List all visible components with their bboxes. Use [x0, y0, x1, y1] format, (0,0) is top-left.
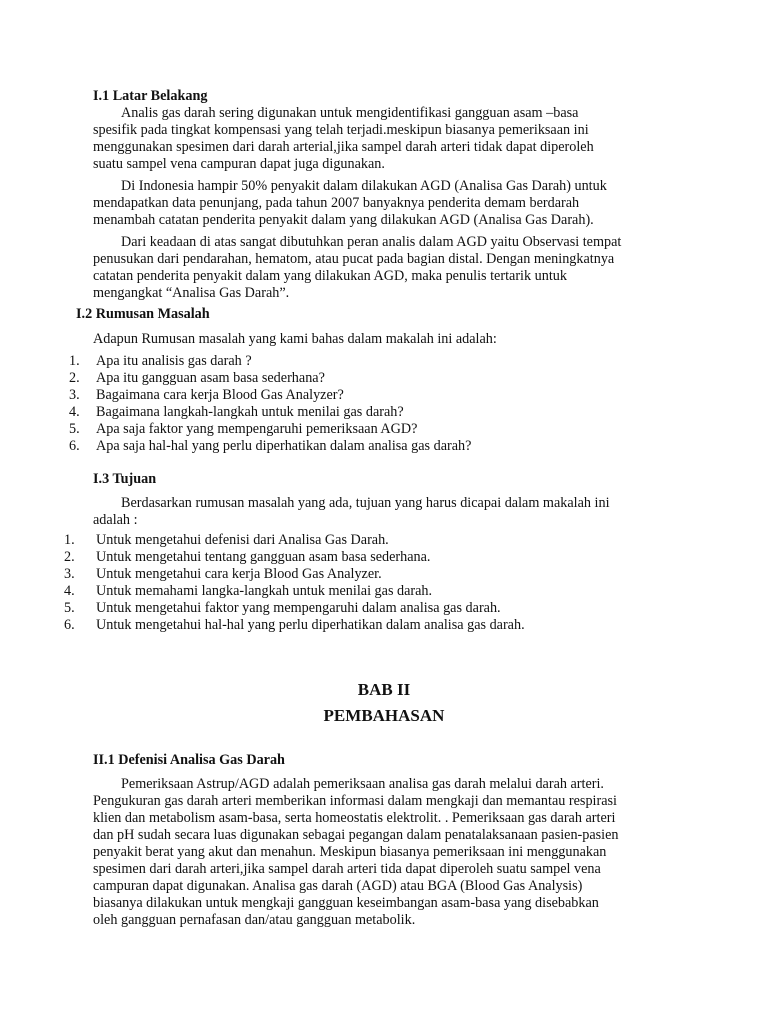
list-item-text: Apa saja faktor yang mempengaruhi pemeriksaan AGD? [96, 421, 418, 437]
text-line: Pengukuran gas darah arteri memberikan informasi dalam mengkaji dan memantau respirasi [93, 793, 617, 809]
list-number: 2. [64, 549, 75, 565]
text-line: menambah catatan penderita penyakit dalam yang dilakukan AGD (Analisa Gas Darah). [93, 212, 594, 228]
list-item-text: Untuk mengetahui cara kerja Blood Gas Analyzer. [96, 566, 382, 582]
list-number: 1. [69, 353, 80, 369]
text-line: penyakit berat yang akut dan menahun. Meskipun biasanya pemeriksaan ini menggunakan [93, 844, 607, 860]
list-item-text: Untuk memahami langka-langkah untuk menilai gas darah. [96, 583, 433, 599]
list-item-text: Untuk mengetahui tentang gangguan asam basa sederhana. [96, 549, 431, 565]
list-item [64, 600, 525, 617]
list-item-text: Bagaimana cara kerja Blood Gas Analyzer? [96, 387, 344, 403]
section-heading-rumusan-masalah: I.2 Rumusan Masalah [76, 306, 210, 322]
list-item [64, 532, 525, 549]
section-heading-tujuan: I.3 Tujuan [93, 471, 157, 487]
list-number: 5. [64, 600, 75, 616]
paragraph-tujuan-intro [93, 495, 610, 529]
list-item [64, 566, 525, 583]
text-line: Adapun Rumusan masalah yang kami bahas dalam makalah ini adalah: [93, 331, 497, 347]
section-heading-latar-belakang: I.1 Latar Belakang [93, 88, 208, 104]
paragraph-latar-belakang-3 [93, 234, 621, 302]
list-item-text: Untuk mengetahui hal-hal yang perlu diperhatikan dalam analisa gas darah. [96, 617, 525, 633]
text-line: oleh gangguan pernafasan dan/atau gangguan metabolik. [93, 912, 416, 928]
text-line: Berdasarkan rumusan masalah yang ada, tujuan yang harus dicapai dalam makalah ini [121, 495, 610, 511]
text-line: Analis gas darah sering digunakan untuk mengidentifikasi gangguan asam –basa [121, 105, 579, 121]
text-line: spesimen dari darah arteri,jika sampel darah arteri tida dapat diperoleh suatu sampel vena [93, 861, 601, 877]
list-item [64, 617, 525, 634]
paragraph-latar-belakang-2 [93, 178, 607, 229]
section-heading-defenisi: II.1 Defenisi Analisa Gas Darah [93, 752, 285, 768]
list-number: 3. [69, 387, 80, 403]
list-item [69, 387, 471, 404]
text-line: Di Indonesia hampir 50% penyakit dalam dilakukan AGD (Analisa Gas Darah) untuk [121, 178, 607, 194]
list-item [69, 404, 471, 421]
text-line: adalah : [93, 512, 138, 528]
text-line: spesifik pada tingkat kompensasi yang telah terjadi.meskipun biasanya pemeriksaan ini [93, 122, 589, 138]
list-item-text: Apa itu gangguan asam basa sederhana? [96, 370, 325, 386]
tujuan-list [64, 532, 525, 634]
list-number: 3. [64, 566, 75, 582]
list-item-text: Apa itu analisis gas darah ? [96, 353, 252, 369]
chapter-number: BAB II [357, 680, 411, 699]
list-number: 6. [69, 438, 80, 454]
list-item [69, 353, 471, 370]
text-line: mengangkat “Analisa Gas Darah”. [93, 285, 290, 301]
rumusan-masalah-list [69, 353, 471, 455]
text-line: penusukan dari pendarahan, hematom, atau pucat pada bagian distal. Dengan meningkatnya [93, 251, 615, 267]
list-item [69, 421, 471, 438]
paragraph-latar-belakang-1 [93, 105, 594, 173]
text-line: menggunakan spesimen dari darah arterial,jika sampel darah arteri tidak dapat diperoleh [93, 139, 594, 155]
list-number: 4. [69, 404, 80, 420]
paragraph-rumusan-intro [93, 331, 497, 348]
list-item-text: Untuk mengetahui defenisi dari Analisa Gas Darah. [96, 532, 389, 548]
list-item [64, 583, 525, 600]
list-item-text: Apa saja hal-hal yang perlu diperhatikan dalam analisa gas darah? [96, 438, 472, 454]
text-line: Dari keadaan di atas sangat dibutuhkan peran analis dalam AGD yaitu Observasi tempat [121, 234, 622, 250]
list-item-text: Bagaimana langkah-langkah untuk menilai gas darah? [96, 404, 404, 420]
text-line: mendapatkan data penunjang, pada tahun 2007 banyaknya penderita demam berdarah [93, 195, 580, 211]
list-number: 5. [69, 421, 80, 437]
text-line: Pemeriksaan Astrup/AGD adalah pemeriksaan analisa gas darah melalui darah arteri. [121, 776, 604, 792]
list-item [64, 549, 525, 566]
text-line: campuran dapat digunakan. Analisa gas darah (AGD) atau BGA (Blood Gas Analysis) [93, 878, 583, 894]
list-item [69, 438, 471, 455]
chapter-title: PEMBAHASAN [323, 706, 445, 725]
list-item [69, 370, 471, 387]
text-line: biasanya dilakukan untuk mengkaji gangguan keseimbangan asam-basa yang disebabkan [93, 895, 599, 911]
list-item-text: Untuk mengetahui faktor yang mempengaruhi dalam analisa gas darah. [96, 600, 501, 616]
text-line: catatan penderita penyakit dalam yang dilakukan AGD, maka penulis tertarik untuk [93, 268, 567, 284]
list-number: 4. [64, 583, 75, 599]
paragraph-defenisi [93, 776, 619, 929]
text-line: klien dan metabolism asam-basa, serta homeostatis elektrolit. . Pemeriksaan gas darah arteri [93, 810, 616, 826]
list-number: 1. [64, 532, 75, 548]
text-line: suatu sampel vena campuran dapat juga digunakan. [93, 156, 385, 172]
list-number: 2. [69, 370, 80, 386]
list-number: 6. [64, 617, 75, 633]
text-line: dan pH sudah secara luas digunakan sebagai pegangan dalam penatalaksanaan pasien-pasien [93, 827, 619, 843]
